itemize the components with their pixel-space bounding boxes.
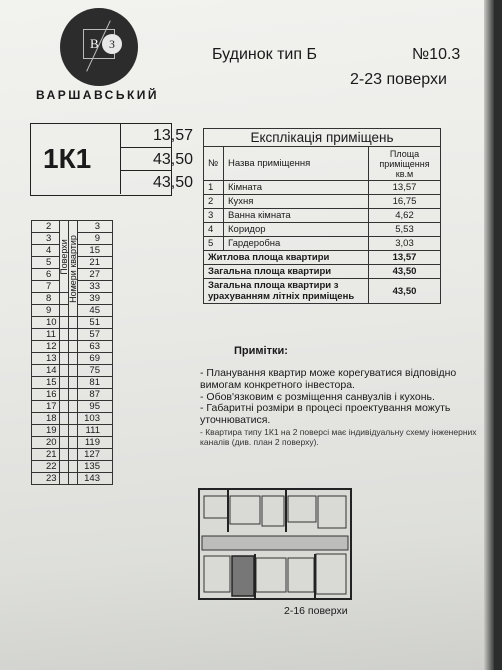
spacer-cell bbox=[68, 329, 77, 341]
plan-caption: 2-16 поверхи bbox=[284, 605, 348, 617]
floors-table bbox=[31, 220, 113, 485]
apartment-number: 45 bbox=[77, 305, 112, 317]
apartment-number: 9 bbox=[77, 233, 112, 245]
floor-number: 18 bbox=[32, 413, 60, 425]
summary-body bbox=[204, 251, 441, 304]
apartment-number: 63 bbox=[77, 341, 112, 353]
apartment-number: 15 bbox=[77, 245, 112, 257]
summary-value: 43,50 bbox=[369, 265, 441, 279]
page-edge bbox=[484, 0, 494, 670]
apartment-number: 103 bbox=[77, 413, 112, 425]
brand-logo bbox=[60, 8, 138, 86]
floor-number: 11 bbox=[32, 329, 60, 341]
apartment-number: 143 bbox=[77, 473, 112, 485]
room-number: 2 bbox=[204, 195, 224, 209]
apartment-area-value: 13,57 bbox=[121, 124, 171, 148]
summary-row bbox=[204, 251, 441, 265]
floor-row bbox=[32, 365, 113, 377]
apartment-number: 135 bbox=[77, 461, 112, 473]
room-area: 4,62 bbox=[369, 209, 441, 223]
apartment-number: 51 bbox=[77, 317, 112, 329]
apartment-areas bbox=[121, 124, 194, 195]
summary-row bbox=[204, 265, 441, 279]
column-header-area: Площа приміщення кв.м bbox=[369, 147, 441, 181]
notes-list bbox=[200, 368, 480, 447]
spacer-cell bbox=[68, 425, 77, 437]
spacer-cell bbox=[59, 413, 68, 425]
explication-title: Експлікація приміщень bbox=[204, 129, 441, 147]
note-item: - Габаритні розміри в процесі проектування можуть уточнюватися. bbox=[200, 402, 451, 427]
apartments-label bbox=[68, 221, 77, 317]
spacer-cell bbox=[59, 425, 68, 437]
brand-name: ВАРШАВСЬКИЙ bbox=[36, 88, 160, 102]
floor-row bbox=[32, 437, 113, 449]
floor-row bbox=[32, 377, 113, 389]
spacer-cell bbox=[68, 401, 77, 413]
floor-number: 17 bbox=[32, 401, 60, 413]
floors-label-text: Поверхи bbox=[58, 238, 69, 275]
spacer-cell bbox=[68, 413, 77, 425]
apartment-number: 87 bbox=[77, 389, 112, 401]
room-name: Гардеробна bbox=[224, 237, 369, 251]
spacer-cell bbox=[68, 353, 77, 365]
apartment-number: 27 bbox=[77, 269, 112, 281]
floor-number: 5 bbox=[32, 257, 60, 269]
room-row bbox=[204, 209, 441, 223]
spacer-cell bbox=[59, 437, 68, 449]
summary-row bbox=[204, 279, 441, 304]
floor-row bbox=[32, 401, 113, 413]
floor-number: 9 bbox=[32, 305, 60, 317]
spacer-cell bbox=[59, 365, 68, 377]
apartment-number: 57 bbox=[77, 329, 112, 341]
room-row bbox=[204, 195, 441, 209]
room-area: 13,57 bbox=[369, 181, 441, 195]
spacer-cell bbox=[59, 401, 68, 413]
apartment-number: 39 bbox=[77, 293, 112, 305]
floor-row bbox=[32, 449, 113, 461]
spacer-cell bbox=[59, 329, 68, 341]
summary-label: Загальна площа квартири bbox=[204, 265, 369, 279]
spacer-cell bbox=[59, 305, 68, 317]
room-name: Ванна кімната bbox=[224, 209, 369, 223]
floor-row bbox=[32, 425, 113, 437]
spacer-cell bbox=[59, 389, 68, 401]
spacer-cell bbox=[68, 473, 77, 485]
spacer-cell bbox=[68, 461, 77, 473]
apartment-code-block bbox=[30, 123, 194, 196]
floor-row bbox=[32, 473, 113, 485]
building-type: Будинок тип Б bbox=[212, 46, 317, 63]
floor-row bbox=[32, 413, 113, 425]
room-area: 3,03 bbox=[369, 237, 441, 251]
spacer-cell bbox=[59, 449, 68, 461]
spacer-cell bbox=[59, 377, 68, 389]
logo-letter-2: З bbox=[102, 34, 122, 54]
room-area: 5,53 bbox=[369, 223, 441, 237]
floor-number: 7 bbox=[32, 281, 60, 293]
floor-number: 14 bbox=[32, 365, 60, 377]
apartment-number: 119 bbox=[77, 437, 112, 449]
apartment-number: 3 bbox=[77, 221, 112, 233]
floor-number: 20 bbox=[32, 437, 60, 449]
apartment-number: 21 bbox=[77, 257, 112, 269]
floor-number: 3 bbox=[32, 233, 60, 245]
notes-title: Примітки: bbox=[234, 345, 288, 357]
room-row bbox=[204, 181, 441, 195]
room-number: 3 bbox=[204, 209, 224, 223]
apartment-number: 95 bbox=[77, 401, 112, 413]
floor-row bbox=[32, 461, 113, 473]
rooms-body bbox=[204, 181, 441, 251]
apartment-area-value: 43,50 bbox=[121, 148, 171, 172]
spacer-cell bbox=[68, 437, 77, 449]
apartments-label-text: Номери квартир bbox=[67, 234, 78, 303]
floor-number: 19 bbox=[32, 425, 60, 437]
floor-number: 6 bbox=[32, 269, 60, 281]
apartment-area-value: 43,50 bbox=[153, 174, 194, 191]
spacer-cell bbox=[59, 461, 68, 473]
spacer-cell bbox=[68, 449, 77, 461]
floor-row bbox=[32, 221, 113, 233]
apartment-number: 111 bbox=[77, 425, 112, 437]
spacer-cell bbox=[59, 473, 68, 485]
floor-number: 22 bbox=[32, 461, 60, 473]
floor-number: 10 bbox=[32, 317, 60, 329]
room-number: 4 bbox=[204, 223, 224, 237]
room-number: 5 bbox=[204, 237, 224, 251]
room-row bbox=[204, 223, 441, 237]
room-name: Коридор bbox=[224, 223, 369, 237]
floor-row bbox=[32, 353, 113, 365]
floor-row bbox=[32, 317, 113, 329]
summary-label: Загальна площа квартири з урахуванням літніх приміщень bbox=[204, 279, 369, 304]
apartment-number: 75 bbox=[77, 365, 112, 377]
floors-label bbox=[59, 221, 68, 293]
floor-row bbox=[32, 341, 113, 353]
floor-row bbox=[32, 389, 113, 401]
spacer-cell bbox=[59, 341, 68, 353]
explication-table bbox=[203, 128, 441, 304]
spacer-cell bbox=[59, 353, 68, 365]
column-header-no: № bbox=[204, 147, 224, 181]
summary-value: 13,57 bbox=[369, 251, 441, 265]
floor-number: 4 bbox=[32, 245, 60, 257]
page-number: №10.3 bbox=[412, 46, 461, 63]
room-name: Кімната bbox=[224, 181, 369, 195]
floor-number: 16 bbox=[32, 389, 60, 401]
floor-number: 2 bbox=[32, 221, 60, 233]
floor-number: 15 bbox=[32, 377, 60, 389]
spacer-cell bbox=[68, 317, 77, 329]
room-area: 16,75 bbox=[369, 195, 441, 209]
summary-value: 43,50 bbox=[369, 279, 441, 304]
room-name: Кухня bbox=[224, 195, 369, 209]
apartment-code: 1К1 bbox=[31, 124, 121, 194]
floor-row bbox=[32, 329, 113, 341]
apartment-number: 33 bbox=[77, 281, 112, 293]
floor-number: 8 bbox=[32, 293, 60, 305]
spacer-cell bbox=[68, 389, 77, 401]
spacer-cell bbox=[68, 377, 77, 389]
note-item: - Обов'язковим є розміщення санвузлів і кухонь. bbox=[200, 390, 435, 403]
apartment-number: 69 bbox=[77, 353, 112, 365]
floor-plan bbox=[198, 488, 352, 600]
apartment-number: 81 bbox=[77, 377, 112, 389]
floors-range: 2-23 поверхи bbox=[350, 71, 447, 88]
logo-letter-1: В bbox=[90, 36, 99, 51]
note-item: - Планування квартир може корегуватися відповідно вимогам конкретного інвестора. bbox=[200, 367, 457, 391]
floor-number: 13 bbox=[32, 353, 60, 365]
floor-number: 12 bbox=[32, 341, 60, 353]
room-row bbox=[204, 237, 441, 251]
column-header-name: Назва приміщення bbox=[224, 147, 369, 181]
spacer-cell bbox=[68, 341, 77, 353]
room-number: 1 bbox=[204, 181, 224, 195]
floor-number: 21 bbox=[32, 449, 60, 461]
spacer-cell bbox=[59, 293, 68, 305]
summary-label: Житлова площа квартири bbox=[204, 251, 369, 265]
floor-number: 23 bbox=[32, 473, 60, 485]
logo-mark bbox=[83, 29, 115, 59]
apartment-number: 127 bbox=[77, 449, 112, 461]
spacer-cell bbox=[59, 317, 68, 329]
spacer-cell bbox=[68, 365, 77, 377]
note-small: - Квартира типу 1К1 на 2 поверсі має індивідуальну схему інженерних каналів (див. план 2 поверху). bbox=[200, 426, 477, 447]
